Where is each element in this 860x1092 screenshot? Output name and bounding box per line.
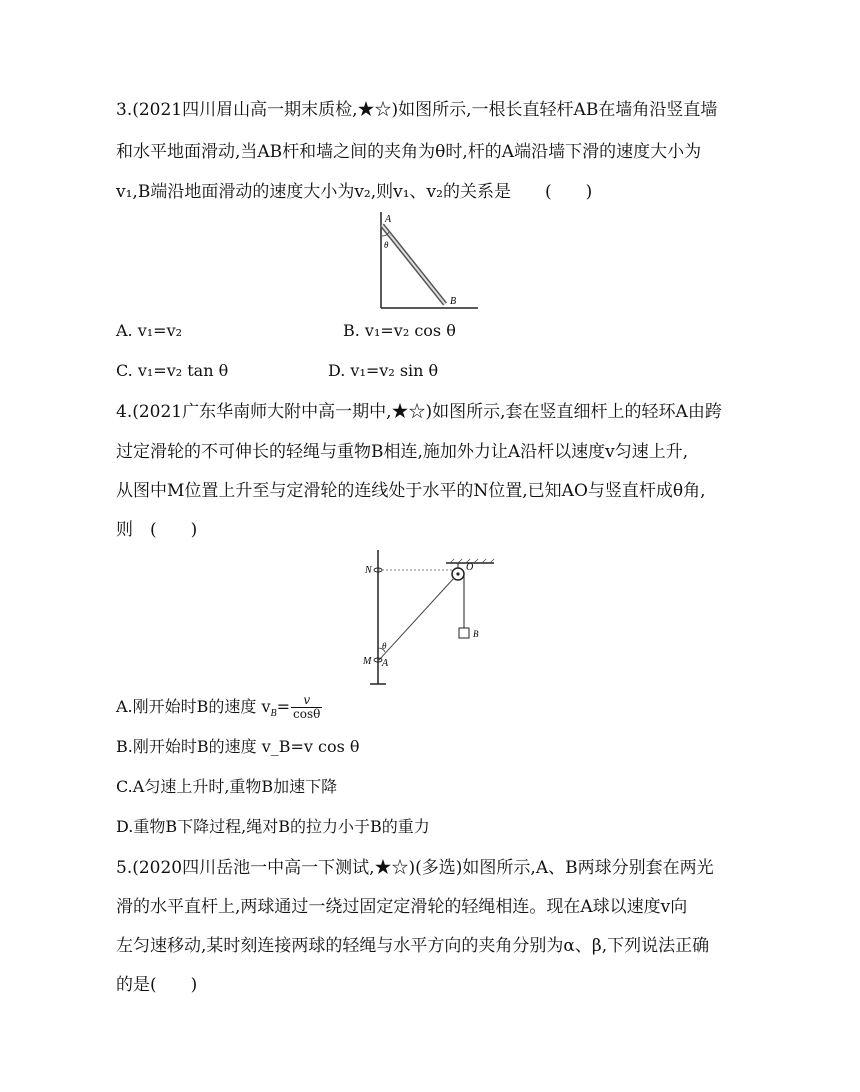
q3-option-c: C. v₁=v₂ tan θ — [116, 361, 229, 380]
q3-option-b: B. v₁=v₂ cos θ — [343, 321, 456, 340]
q4-option-a-sub: B — [270, 708, 277, 720]
q3-label-b: B — [450, 296, 457, 307]
q4-stem-line-2: 过定滑轮的不可伸长的轻绳与重物B相连,施加外力让A沿杆以速度v匀速上升, — [116, 442, 689, 462]
q3-option-a: A. v₁=v₂ — [116, 321, 183, 340]
q4-stem-line-3: 从图中M位置上升至与定滑轮的连线处于水平的N位置,已知AO与竖直杆成θ角, — [116, 481, 706, 501]
q4-option-a-eq: = — [276, 697, 291, 716]
q4-option-a-text: A.刚开始时B的速度 v — [116, 697, 271, 716]
q4-option-d: D.重物B下降过程,绳对B的拉力小于B的重力 — [116, 817, 430, 836]
q5-stem-line-2: 滑的水平直杆上,两球通过一绕过固定定滑轮的轻绳相连。现在A球以速度v向 — [116, 897, 688, 917]
q4-option-b: B.刚开始时B的速度 v_B=v cos θ — [116, 737, 360, 756]
q5-stem-line-1: 5.(2020四川岳池一中高一下测试,★☆)(多选)如图所示,A、B两球分别套在两光 — [116, 858, 714, 878]
q4-label-theta: θ — [382, 641, 387, 651]
q3-stem-line-3: v₁,B端沿地面滑动的速度大小为v₂,则v₁、v₂的关系是 ( ) — [116, 182, 593, 202]
q4-option-a-denominator: cosθ — [293, 707, 321, 721]
q3-stem-line-2: 和水平地面滑动,当AB杆和墙之间的夹角为θ时,杆的A端沿墙下滑的速度大小为 — [116, 142, 702, 162]
q4-option-c: C.A匀速上升时,重物B加速下降 — [116, 777, 338, 796]
q4-weight-b — [459, 628, 469, 638]
q3-stem-line-1: 3.(2021四川眉山高一期末质检,★☆)如图所示,一根长直轻杆AB在墙角沿竖直墙 — [116, 100, 718, 120]
q4-label-n: N — [365, 565, 372, 576]
q4-option-a-fraction — [291, 694, 322, 721]
q3-label-a: A — [385, 214, 392, 225]
q4-rope — [379, 578, 454, 660]
q4-stem-line-4: 则 ( ) — [116, 520, 198, 540]
q4-label-a: A — [382, 658, 389, 669]
q5-stem-line-3: 左匀速移动,某时刻连接两球的轻绳与水平方向的夹角分别为α、β,下列说法正确 — [116, 936, 710, 956]
q4-label-o: O — [466, 562, 474, 573]
q5-stem-line-4: 的是( ) — [116, 975, 198, 995]
q3-label-theta: θ — [384, 240, 389, 250]
q4-option-a-numerator: v — [291, 694, 322, 708]
q3-option-d: D. v₁=v₂ sin θ — [328, 361, 439, 380]
q3-figure — [370, 210, 485, 312]
q4-figure — [358, 548, 498, 688]
q4-label-m: M — [363, 656, 372, 667]
q4-stem-line-1: 4.(2021广东华南师大附中高一期中,★☆)如图所示,套在竖直细杆上的轻环A由跨 — [116, 402, 722, 422]
q4-option-a — [116, 694, 322, 725]
q4-label-b: B — [473, 629, 479, 639]
